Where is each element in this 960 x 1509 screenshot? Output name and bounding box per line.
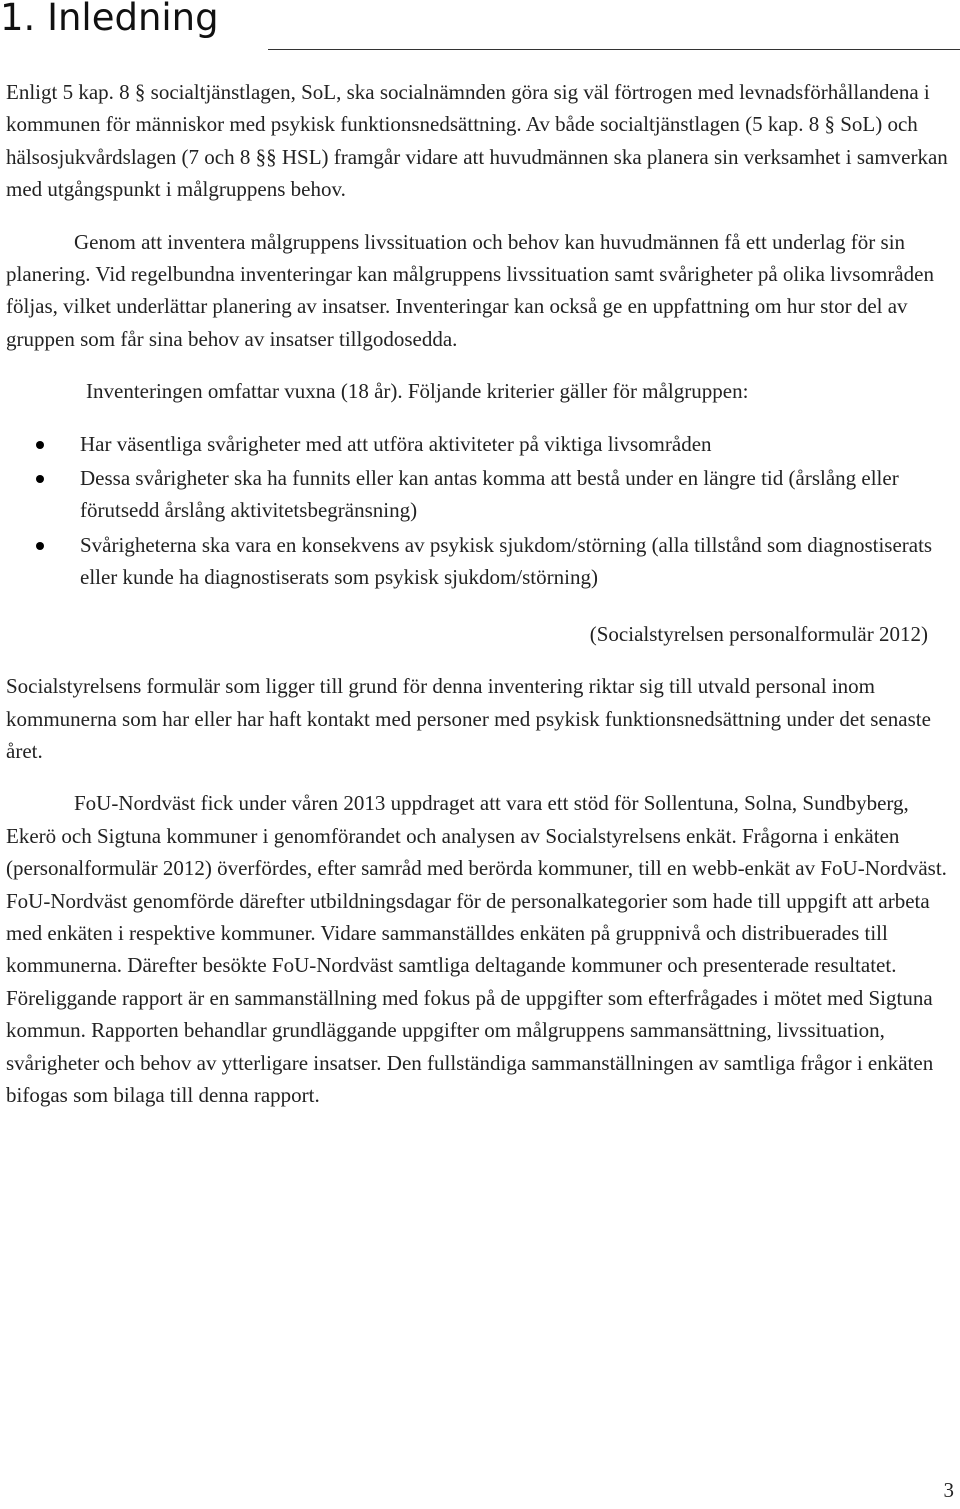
- paragraph-form-description: Socialstyrelsens formulär som ligger till grund för denna inventering riktar sig till utvald personal inom kommunerna som har eller har haft kontakt med personer med psykisk funktionsnedsättning under det senaste året.: [6, 674, 931, 763]
- bullet-icon: [36, 441, 44, 449]
- page-number: 3: [943, 1478, 954, 1502]
- page-content: [6, 76, 950, 1111]
- list-item: [6, 462, 950, 527]
- criterion-text: Dessa svårigheter ska ha funnits eller kan antas komma att bestå under en längre tid (årslång eller förutsedd årslång aktivitetsbegränsning): [80, 466, 899, 523]
- citation: (Socialstyrelsen personalformulär 2012): [589, 621, 928, 646]
- heading-rule: [268, 49, 960, 50]
- criterion-text: Svårigheterna ska vara en konsekvens av psykisk sjukdom/störning (alla tillstånd som diagnostiserats eller kunde ha diagnostiserats som psykisk sjukdom/störning): [80, 532, 933, 590]
- section-heading: 1. Inledning: [0, 0, 219, 39]
- criteria-list: [6, 428, 950, 594]
- list-item: [6, 529, 950, 594]
- bullet-icon: [36, 542, 44, 550]
- criterion-text: Har väsentliga svårigheter med att utföra aktiviteter på viktiga livsområden: [80, 431, 712, 456]
- paragraph-legal-basis: Enligt 5 kap. 8 § socialtjänstlagen, SoL, ska socialnämnden göra sig väl förtrogen med levnadsförhållandena i kommunen för människor med psykisk funktionsnedsättning. Av både socialtjänstlagen (5 kap. 8 § SoL) och hälsosjukvårdslagen (7 och 8 §§ HSL) framgår vidare att huvudmännen ska planera sin verksamhet i samverkan med utgångspunkt i målgruppens behov.: [6, 80, 948, 202]
- paragraph-criteria-intro: Inventeringen omfattar vuxna (18 år). Följande kriterier gäller för målgruppen:: [86, 379, 749, 404]
- paragraph-fou-nordvast: FoU-Nordväst fick under våren 2013 uppdraget att vara ett stöd för Sollentuna, Solna, Sundbyberg, Ekerö och Sigtuna kommuner i genomförandet och analysen av Socialstyrelsens enkät. Frågorna i enkäten (personalformulär 2012) överfördes, efter samråd med berörda kommuner, till en webb-enkät av FoU-Nordväst. FoU-Nordväst genomförde därefter utbildningsdagar för de personalkategorier som hade till uppgift att arbeta med enkäten i respektive kommuner. Vidare sammanställdes enkäten på gruppnivå och distribuerades till kommunerna. Därefter besökte FoU-Nordväst samtliga deltagande kommuner och presenterade resultatet. Föreliggande rapport är en sammanställning med fokus på de uppgifter som efterfrågades i mötet med Sigtuna kommun. Rapporten behandlar grundläggande uppgifter om målgruppens sammansättning, livssituation, svårigheter och behov av ytterligare insatser. Den fullständiga sammanställningen av samtliga frågor i enkäten bifogas som bilaga till denna rapport.: [6, 791, 947, 1107]
- list-item: [6, 428, 950, 460]
- paragraph-inventory-purpose: Genom att inventera målgruppens livssituation och behov kan huvudmännen få ett underlag för sin planering. Vid regelbundna inventeringar kan målgruppens livssituation samt svårigheter på olika livsområden följas, vilket underlättar planering av insatser. Inventeringar kan också ge en uppfattning om hur stor del av gruppen som får sina behov av insatser tillgodosedda.: [6, 229, 934, 351]
- bullet-icon: [36, 475, 44, 483]
